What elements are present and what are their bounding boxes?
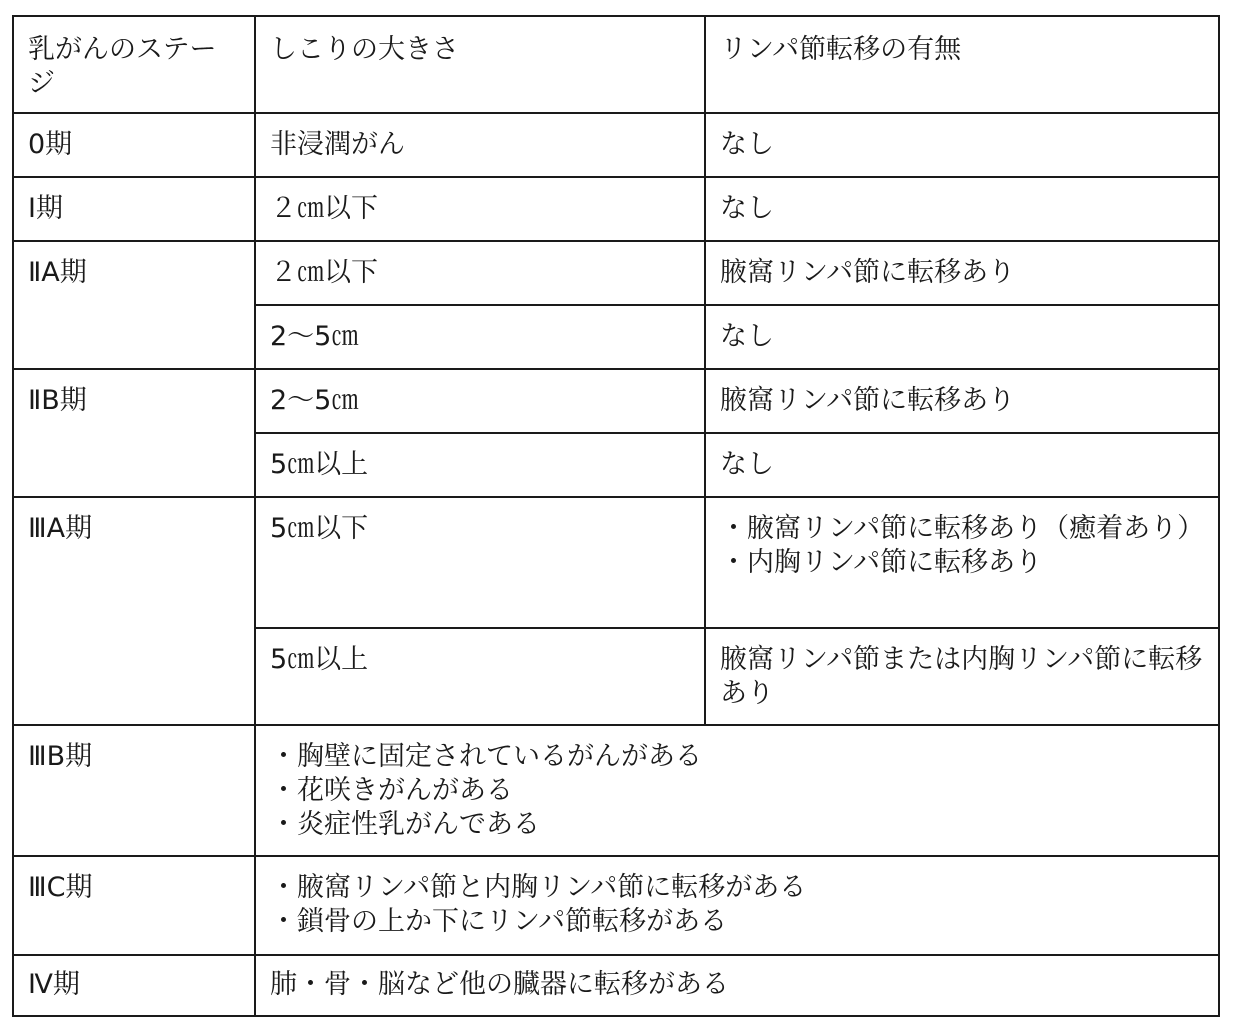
description-line: ・鎖骨の上か下にリンパ節転移がある — [270, 906, 728, 937]
stage-cell: ⅡB期 — [13, 369, 255, 497]
stage-cell: ⅢB期 — [13, 725, 255, 856]
lymph-cell: 腋窩リンパ節または内胸リンパ節に転移あり — [705, 628, 1219, 725]
lymph-cell: 腋窩リンパ節に転移あり — [705, 241, 1219, 305]
table-row — [13, 241, 1219, 305]
lymph-line: ・内胸リンパ節に転移あり — [720, 547, 1043, 578]
header-lymph-node-metastasis: リンパ節転移の有無 — [705, 16, 1219, 113]
table-row — [13, 955, 1219, 1016]
table-header-row — [13, 16, 1219, 113]
size-cell: ２㎝以下 — [255, 177, 705, 241]
stage-cell: ⅡA期 — [13, 241, 255, 369]
breast-cancer-stage-table — [12, 15, 1220, 1017]
header-stage: 乳がんのステージ — [13, 16, 255, 113]
lymph-cell — [705, 497, 1219, 628]
merged-description-cell — [255, 856, 1219, 955]
lymph-cell: 腋窩リンパ節に転移あり — [705, 369, 1219, 433]
table-row — [13, 369, 1219, 433]
table-row — [13, 856, 1219, 955]
size-cell: 5㎝以上 — [255, 433, 705, 497]
lymph-cell: なし — [705, 113, 1219, 177]
size-cell: 5㎝以上 — [255, 628, 705, 725]
stage-cell: ⅢC期 — [13, 856, 255, 955]
merged-description-cell — [255, 725, 1219, 856]
description-line: ・腋窩リンパ節と内胸リンパ節に転移がある — [270, 872, 807, 903]
merged-description-cell: 肺・骨・脳など他の臓器に転移がある — [255, 955, 1219, 1016]
stage-cell: Ⅳ期 — [13, 955, 255, 1016]
lymph-line: ・腋窩リンパ節に転移あり（癒着あり） — [720, 513, 1205, 544]
lymph-cell: なし — [705, 433, 1219, 497]
lymph-cell: なし — [705, 177, 1219, 241]
size-cell: 2～5㎝ — [255, 369, 705, 433]
size-cell: ２㎝以下 — [255, 241, 705, 305]
size-cell: 5㎝以下 — [255, 497, 705, 628]
size-cell: 非浸潤がん — [255, 113, 705, 177]
table-row — [13, 725, 1219, 856]
table-row — [13, 177, 1219, 241]
stage-cell: ⅢA期 — [13, 497, 255, 725]
stage-cell: Ⅰ期 — [13, 177, 255, 241]
header-tumor-size: しこりの大きさ — [255, 16, 705, 113]
description-line: ・胸壁に固定されているがんがある — [270, 741, 702, 772]
lymph-cell: なし — [705, 305, 1219, 369]
stage-cell: 0期 — [13, 113, 255, 177]
table-row — [13, 113, 1219, 177]
description-line: ・炎症性乳がんである — [270, 809, 540, 840]
table-row — [13, 497, 1219, 628]
description-line: ・花咲きがんがある — [270, 775, 513, 806]
size-cell: 2～5㎝ — [255, 305, 705, 369]
